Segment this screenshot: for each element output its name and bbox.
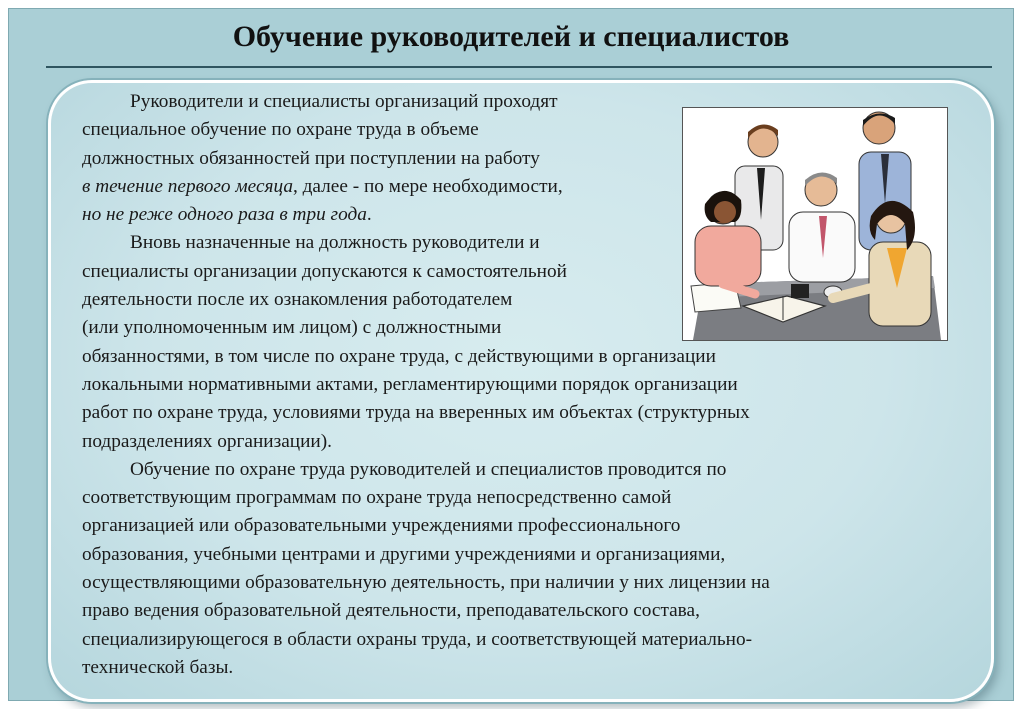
emphasis-text: в течение первого месяца <box>82 175 293 197</box>
paragraph <box>82 456 952 682</box>
text-run: , далее - по мере необходимости, <box>292 175 563 197</box>
emphasis-text: но не реже одного раза в три года <box>82 204 367 226</box>
text-line <box>82 456 952 484</box>
text-line <box>82 654 952 682</box>
text-line <box>82 569 952 597</box>
text-run: . <box>366 204 372 226</box>
text-run: Руководители и специалисты организаций проходят <box>130 91 558 112</box>
text-run: образования, учебными центрами и другими учреждениями и организациями, <box>82 543 726 565</box>
text-run: подразделениях организации). <box>82 430 332 452</box>
text-run: работ по охране труда, условиями труда на вверенных им объектах (структурных <box>82 402 750 424</box>
text-line <box>82 343 952 371</box>
text-run: деятельности после их ознакомления работодателем <box>82 289 513 311</box>
text-run: обязанностями, в том числе по охране труда, с действующими в организации <box>82 345 716 367</box>
text-run: специалисты организации допускаются к самостоятельной <box>82 260 567 282</box>
text-line <box>82 399 952 427</box>
text-run: должностных обязанностей при поступлении на работу <box>82 147 540 169</box>
text-line <box>82 597 952 625</box>
text-run: организацией или образовательными учреждениями профессионального <box>82 515 681 537</box>
slide-title: Обучение руководителей и специалистов <box>232 20 790 53</box>
text-run: право ведения образовательной деятельности, преподавательского состава, <box>82 600 700 622</box>
text-run: локальными нормативными актами, регламентирующими порядок организации <box>82 373 738 395</box>
text-line <box>82 512 952 540</box>
text-line <box>82 428 952 456</box>
text-run: (или уполномоченным им лицом) с должностными <box>82 317 502 339</box>
text-run: Обучение по охране труда руководителей и специалистов проводится по <box>130 458 727 480</box>
text-run: специальное обучение по охране труда в объеме <box>82 119 479 141</box>
text-run: осуществляющими образовательную деятельность, при наличии у них лицензии на <box>82 572 770 594</box>
meeting-clipart-icon <box>683 108 947 340</box>
title-divider <box>46 66 992 68</box>
text-run: Вновь назначенные на должность руководители и <box>130 232 540 254</box>
text-run: соответствующим программам по охране труда непосредственно самой <box>82 487 672 509</box>
text-line <box>82 626 952 654</box>
text-run: специализирующегося в области охраны труда, и соответствующей материально- <box>82 628 753 650</box>
text-run: технической базы. <box>82 656 234 678</box>
text-line <box>82 371 952 399</box>
text-line <box>82 484 952 512</box>
text-line <box>82 541 952 569</box>
office-team-meeting-illustration <box>682 107 948 341</box>
